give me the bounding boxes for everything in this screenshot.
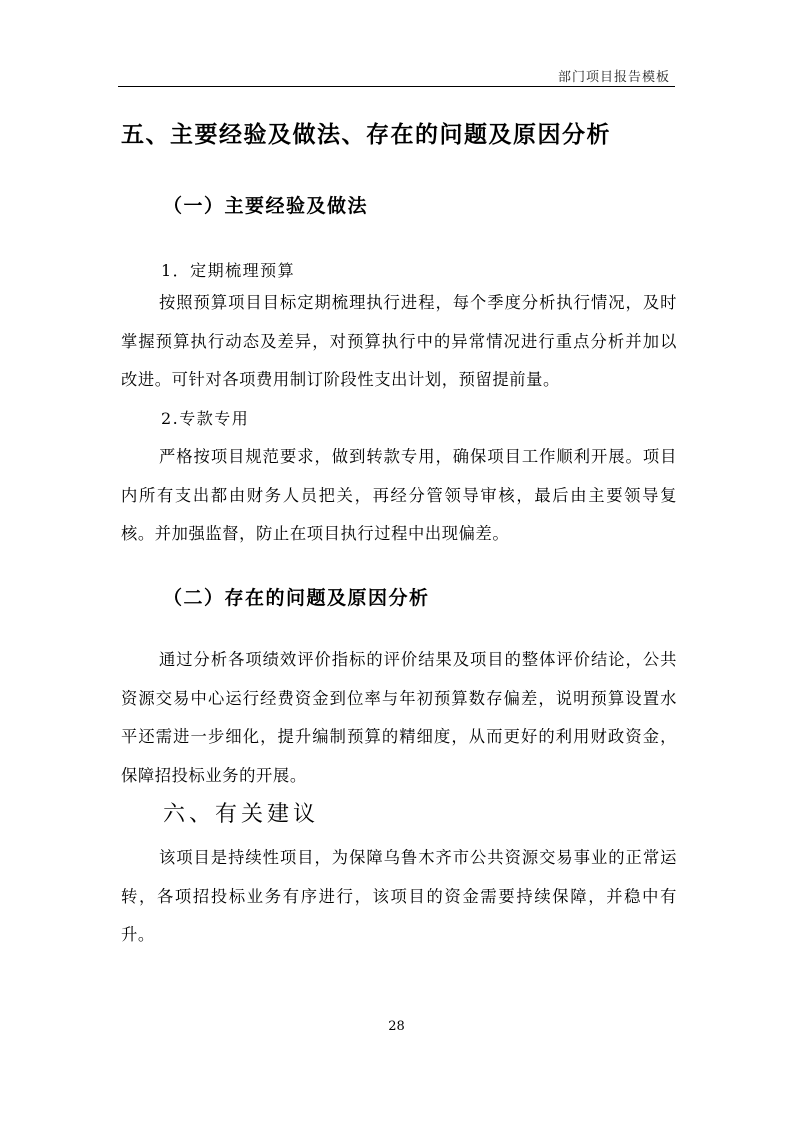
paragraph: 按照预算项目目标定期梳理执行进程，每个季度分析执行情况，及时掌握预算执行动态及差异，对预算执行中的异常情况进行重点分析并加以改进。可针对各项费用制订阶段性支出计划，预留提前量。 [121,293,677,389]
paragraph: 该项目是持续性项目，为保障乌鲁木齐市公共资源交易事业的正常运转，各项招投标业务有序进行，该项目的资金需要持续保障，并稳中有升。 [121,848,677,944]
subsection-title: （二）存在的问题及原因分析 [163,587,430,609]
paragraph: 通过分析各项绩效评价指标的评价结果及项目的整体评价结论，公共资源交易中心运行经费资金到位率与年初预算数存偏差，说明预算设置水平还需进一步细化，提升编制预算的精细度，从而更好的利用财政资金，保障招投标业务的开展。 [121,650,677,785]
page-number: 28 [388,1019,405,1034]
item-heading: 1．定期梳理预算 [161,261,296,280]
section-title: 六、有关建议 [163,802,320,827]
subsection-title: （一）主要经验及做法 [163,195,369,217]
header-divider [118,86,675,87]
running-header: 部门项目报告模板 [557,70,670,85]
section-title: 五、主要经验及做法、存在的问题及原因分析 [121,122,611,148]
paragraph: 严格按项目规范要求，做到转款专用，确保项目工作顺利开展。项目内所有支出都由财务人员把关，再经分管领导审核，最后由主要领导复核。并加强监督，防止在项目执行过程中出现偏差。 [121,447,677,543]
item-heading: 2.专款专用 [161,409,250,428]
